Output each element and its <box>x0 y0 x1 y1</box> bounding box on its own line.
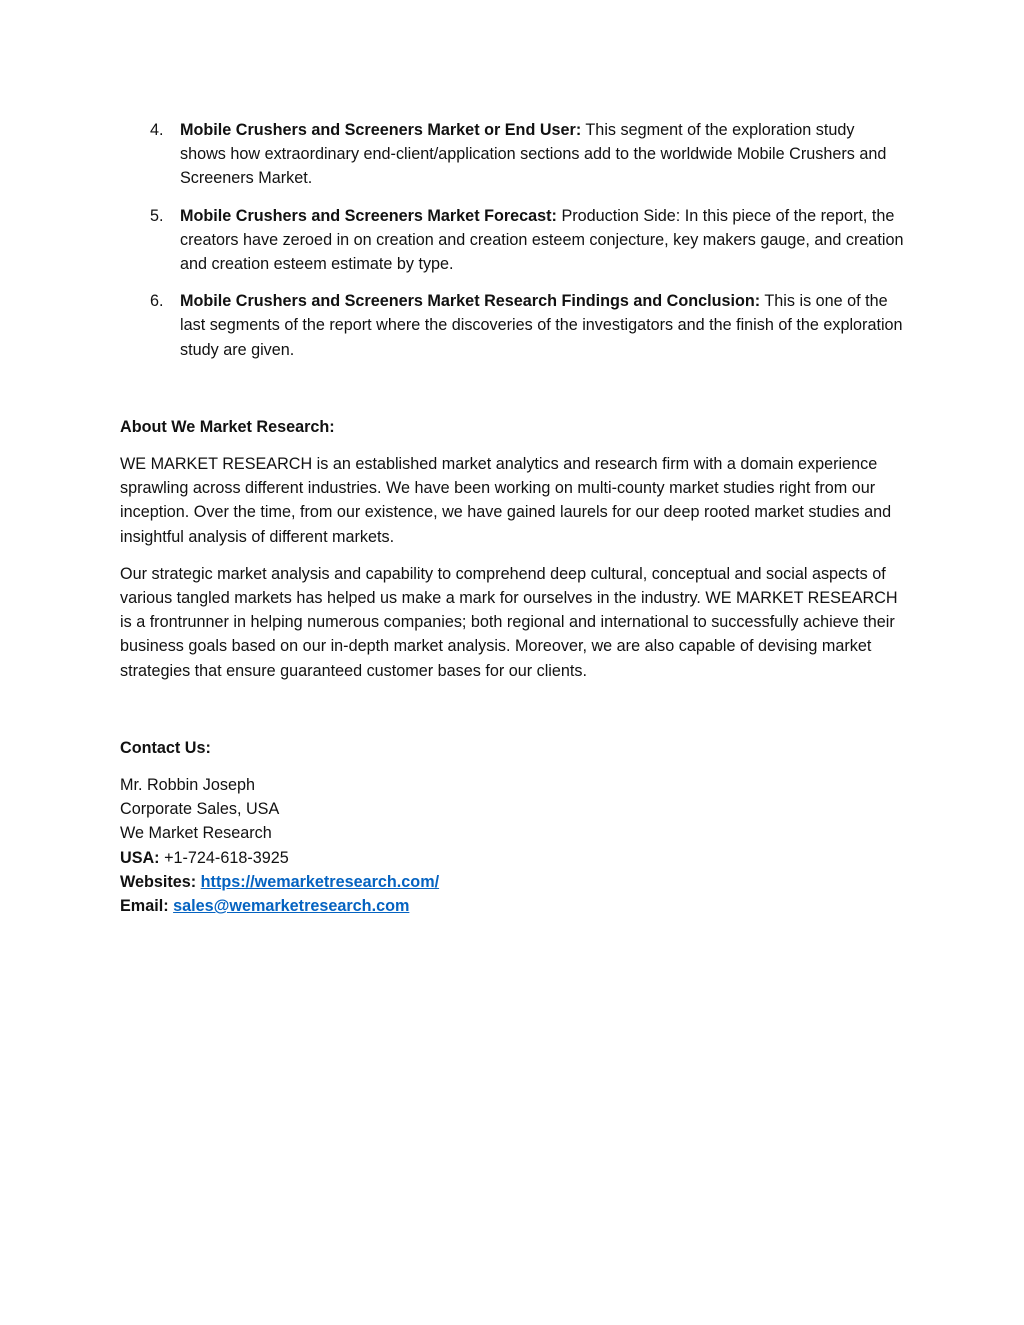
contact-heading: Contact Us: <box>120 738 211 757</box>
list-item-text: This segment of the exploration study shows how extraordinary end-client/application sections add to the worldwide Mobile Crushers and Screeners Market. <box>180 121 887 188</box>
contact-website-row <box>120 870 904 894</box>
document-page <box>120 118 904 918</box>
email-label: Email: <box>120 897 169 916</box>
list-item <box>120 204 904 277</box>
list-item-number: 6. <box>150 292 164 311</box>
list-item-number: 4. <box>150 121 164 139</box>
list-item-text: This is one of the last segments of the report where the discoveries of the investigators and the finish of the exploration study are given. <box>180 292 903 359</box>
contact-block <box>120 773 904 918</box>
contact-email-row <box>120 894 904 918</box>
contact-role: Corporate Sales, USA <box>120 800 280 819</box>
phone-number: +1-724-618-3925 <box>159 848 289 867</box>
list-item-number: 5. <box>150 206 164 225</box>
contact-name: Mr. Robbin Joseph <box>120 776 255 795</box>
findings-list <box>120 118 904 362</box>
email-link[interactable]: sales@wemarketresearch.com <box>173 897 410 916</box>
list-item-title: Mobile Crushers and Screeners Market Forecast: <box>180 206 557 225</box>
contact-phone-row <box>120 846 904 870</box>
website-link[interactable]: https://wemarketresearch.com/ <box>200 872 440 891</box>
list-item-title: Mobile Crushers and Screeners Market Research Findings and Conclusion: <box>180 292 761 311</box>
website-label: Websites: <box>120 872 197 891</box>
contact-company: We Market Research <box>120 824 272 843</box>
about-paragraph: WE MARKET RESEARCH is an established market analytics and research firm with a domain experience sprawling across different industries. We have been working on multi-county market studies right from our inception. Over the time, from our existence, we have gained laurels for our deep rooted market studies and insightful analysis of different markets. <box>120 455 892 546</box>
list-item <box>120 118 904 191</box>
phone-label: USA: <box>120 848 160 867</box>
about-heading: About We Market Research: <box>120 417 335 436</box>
about-paragraph: Our strategic market analysis and capability to comprehend deep cultural, conceptual and social aspects of various tangled markets has helped us make a mark for ourselves in the industry. WE MARKET RESEARCH is a frontrunner in helping numerous companies; both regional and international to successfully achieve their business goals based on our in-depth market analysis. Moreover, we are also capable of devising market strategies that ensure guaranteed customer bases for our clients. <box>120 564 898 680</box>
list-item-title: Mobile Crushers and Screeners Market or End User: <box>180 121 582 139</box>
list-item <box>120 289 904 362</box>
list-item-text: Production Side: In this piece of the report, the creators have zeroed in on creation and creation esteem conjecture, key makers gauge, and creation and creation esteem estimate by type. <box>180 206 904 274</box>
